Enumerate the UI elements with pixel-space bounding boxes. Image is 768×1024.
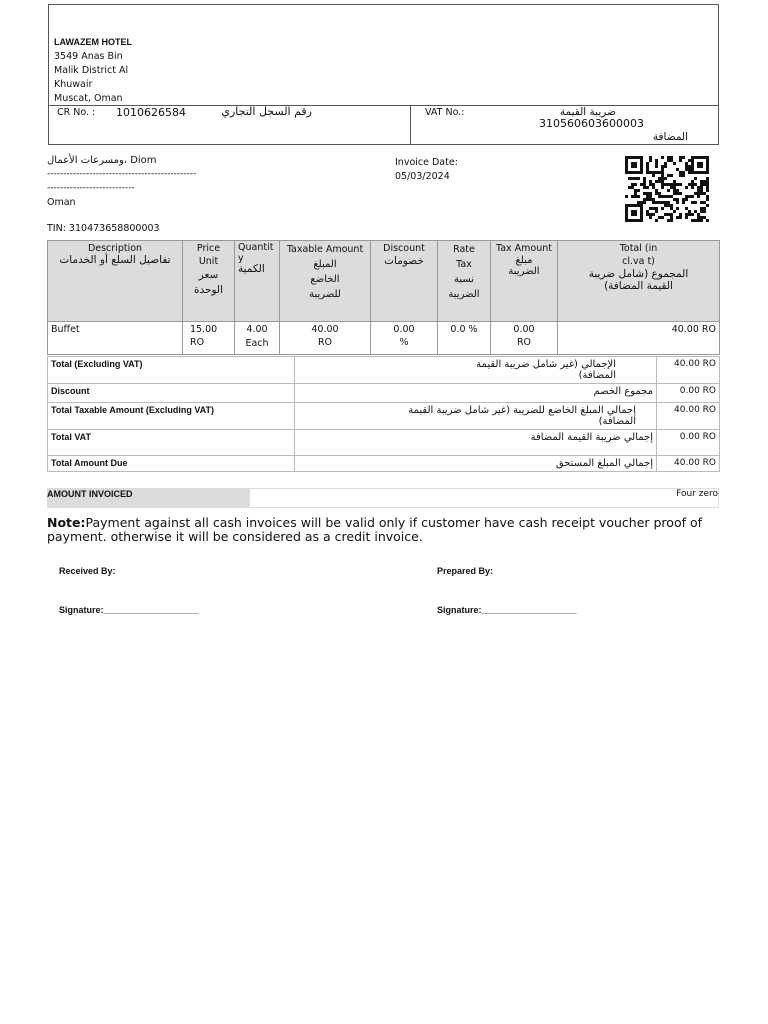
customer-dashes: ---------------------------	[47, 183, 135, 193]
totals-label: Total VAT	[48, 430, 295, 456]
column-header-en: Tax	[456, 259, 472, 270]
column-header-en: Discount	[383, 243, 425, 254]
hotel-address	[54, 50, 128, 106]
totals-table	[47, 356, 720, 472]
item-discount-value: 0.00 %	[393, 324, 415, 348]
vat-arabic-label-2: المضافة	[652, 131, 688, 143]
totals-value: 0.00 RO	[657, 430, 720, 456]
totals-label: Discount	[48, 384, 295, 403]
column-header-en: Total (incl.va t)	[619, 243, 658, 267]
column-header-ar: تفاصيل السلع أو الخدمات	[59, 254, 171, 266]
address-line: 3549 Anas Bin	[54, 51, 123, 62]
amount-invoiced-words: Four zero	[676, 489, 718, 499]
note-prefix: Note:	[47, 515, 86, 530]
totals-row	[48, 403, 720, 430]
customer-dashes: ----------------------------------------------	[47, 169, 197, 179]
column-header-description	[48, 241, 183, 322]
totals-label: Total Amount Due	[48, 456, 295, 472]
totals-row	[48, 384, 720, 403]
column-header-en: Taxable Amount	[286, 244, 364, 255]
totals-label: Total (Excluding VAT)	[48, 357, 295, 384]
customer-tin: TIN: 310473658800003	[47, 223, 160, 234]
column-header-discount	[371, 241, 438, 322]
totals-value: 40.00 RO	[657, 456, 720, 472]
signature-line-right: Signature:___________________	[437, 605, 577, 615]
totals-row	[48, 357, 720, 384]
address-line: Khuwair	[54, 79, 93, 90]
item-quantity-value: 4.00 Each	[245, 324, 269, 349]
totals-arabic	[295, 357, 657, 384]
column-header-total	[558, 241, 720, 322]
vat-label: VAT No.:	[425, 107, 465, 118]
column-header-rate	[438, 241, 491, 322]
column-header-ar: المبلغ الخاضع للضريبة	[309, 259, 341, 300]
hotel-name: LAWAZEM HOTEL	[54, 37, 132, 47]
totals-arabic-text: إجمالي ضريبة القيمة المضافة	[530, 432, 653, 443]
totals-arabic	[295, 430, 657, 456]
column-header-ar: المجموع (شامل ضريبة القيمة المضافة)	[588, 268, 689, 292]
item-description: Buffet	[48, 322, 183, 355]
totals-value: 40.00 RO	[657, 403, 720, 430]
address-line: Malik District Al	[54, 65, 129, 76]
column-header-ar: الكمية	[238, 263, 265, 275]
column-header-en: Unit	[198, 256, 219, 267]
item-price: 15.00 RO	[183, 322, 235, 355]
note-text: Payment against all cash invoices will be valid only if customer have cash receipt voucher proof of payment. otherwise it will be considered as a credit invoice.	[47, 515, 703, 544]
totals-label: Total Taxable Amount (Excluding VAT)	[48, 403, 295, 430]
payment-note	[47, 516, 727, 544]
signature-line-left: Signature:___________________	[59, 605, 199, 615]
item-taxable	[280, 322, 371, 355]
customer-name: ومسرعات الأعمال، Diom	[47, 155, 157, 166]
column-header-en: Tax Amount	[495, 243, 553, 254]
item-tax-amount-value: 0.00 RO	[513, 324, 535, 348]
totals-arabic-text: إجمالي المبلغ الخاضع للضريبة (غير شامل ضريبة القيمة المضافة)	[408, 405, 636, 427]
item-rate: 0.0 %	[438, 322, 491, 355]
prepared-by-label: Prepared By:	[437, 566, 494, 576]
column-header-en: Quantit y	[238, 242, 274, 264]
received-by-label: Received By:	[59, 566, 116, 576]
column-header-en: Description	[87, 243, 143, 254]
column-header-taxable	[280, 241, 371, 322]
customer-country: Oman	[47, 197, 76, 208]
item-discount	[371, 322, 438, 355]
column-header-en: Price	[196, 243, 221, 254]
items-table	[47, 240, 720, 355]
item-taxable-value: 40.00 RO	[311, 324, 339, 348]
totals-row	[48, 430, 720, 456]
totals-arabic-text: الإجمالي (غير شامل ضريبة القيمة المضافة)	[476, 359, 616, 381]
cr-number: 1010626584	[116, 106, 186, 119]
item-total: 40.00 RO	[558, 322, 720, 355]
totals-arabic: مجموع الخصم	[295, 384, 657, 403]
column-header-tax-amount	[491, 241, 558, 322]
cr-arabic-label: رقم السجل التجاري	[221, 105, 312, 118]
column-header-ar: مبلغ الضريبة	[508, 255, 540, 277]
table-row	[48, 322, 720, 355]
amount-invoiced-label: AMOUNT INVOICED	[47, 489, 133, 499]
qr-code	[625, 156, 709, 222]
vat-arabic-label: ضريبة القيمة	[559, 106, 616, 118]
totals-value: 40.00 RO	[657, 357, 720, 384]
totals-arabic: إجمالي المبلغ المستحق	[295, 456, 657, 472]
totals-value: 0.00 RO	[657, 384, 720, 403]
cr-label: CR No. :	[57, 107, 96, 118]
header-vertical-divider	[410, 105, 411, 145]
column-header-en: Rate	[453, 244, 475, 255]
address-line: Muscat, Oman	[54, 93, 123, 104]
totals-arabic	[295, 403, 657, 430]
column-header-ar: سعر الوحدة	[193, 269, 224, 296]
vat-number: 310560603600003	[539, 117, 644, 130]
column-header-ar: خصومات	[384, 255, 424, 267]
invoice-date-label: Invoice Date:	[395, 157, 458, 168]
items-header-row	[48, 241, 720, 322]
invoice-date: 05/03/2024	[395, 171, 450, 182]
column-header-quantity	[235, 241, 280, 322]
column-header-price	[183, 241, 235, 322]
column-header-ar: نسبة الضريبة	[448, 274, 480, 300]
item-quantity	[235, 322, 280, 355]
item-tax-amount	[491, 322, 558, 355]
totals-row	[48, 456, 720, 472]
